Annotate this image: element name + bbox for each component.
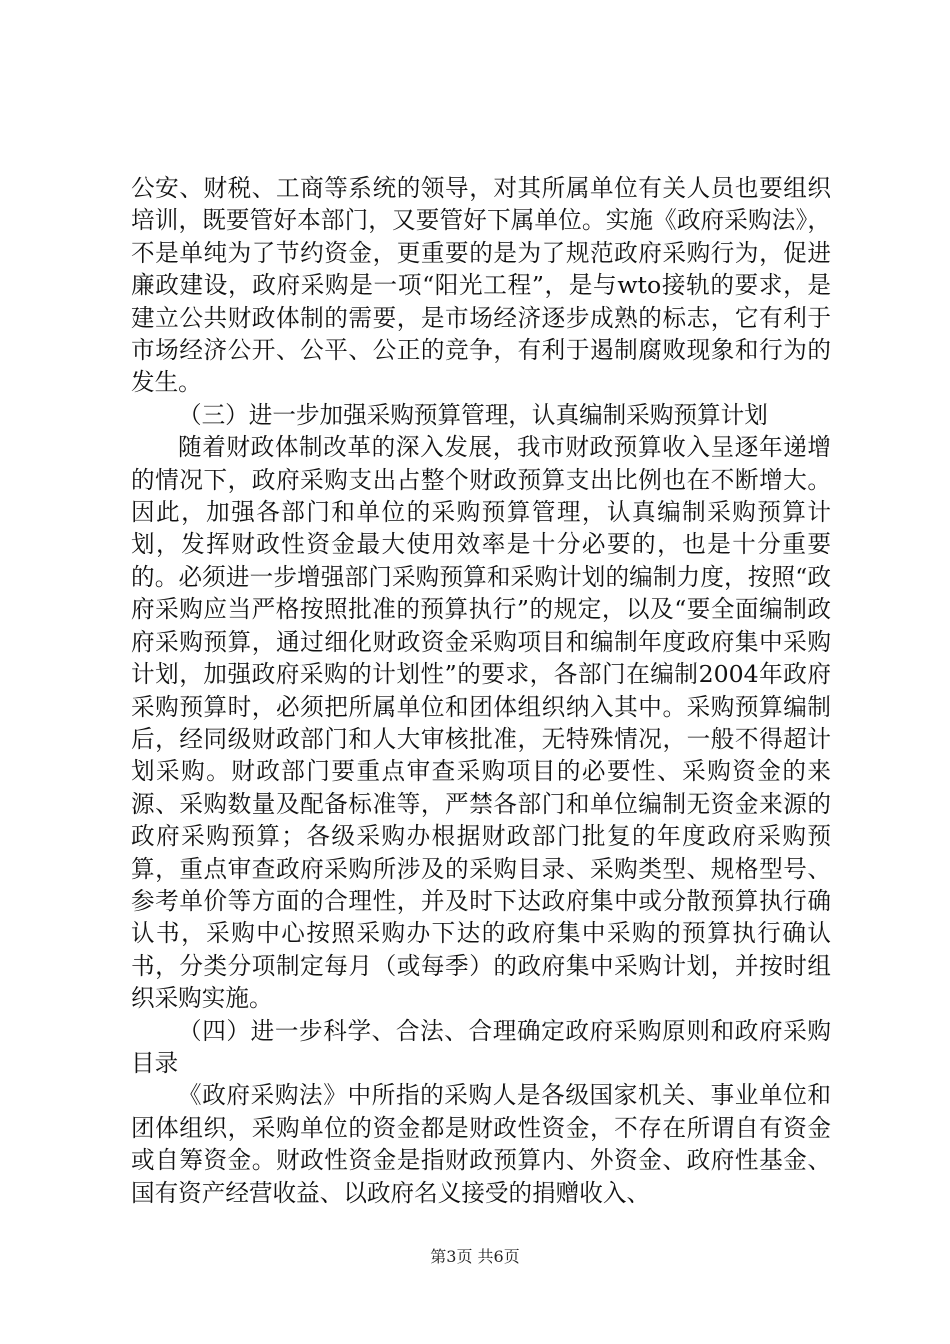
paragraph-procurement-law: 《政府采购法》中所指的采购人是各级国家机关、事业单位和团体组织，采购单位的资金都是财政性资金，不存在所谓自有资金或自筹资金。财政性资金是指财政预算内、外资金、政府性基金、国有资产经营收益、以政府名义接受的捐赠收入、 (131, 1081, 831, 1207)
document-body (131, 172, 831, 1209)
section-heading-4: （四）进一步科学、合法、合理确定政府采购原则和政府采购目录 (131, 1016, 831, 1077)
paragraph-budget: 随着财政体制改革的深入发展，我市财政预算收入呈逐年递增的情况下，政府采购支出占整个财政预算支出比例也在不断增大。因此，加强各部门和单位的采购预算管理，认真编制采购预算计划，发挥财政性资金最大使用效率是十分必要的，也是十分重要的。必须进一步增强部门采购预算和采购计划的编制力度，按照“政府采购应当严格按照批准的预算执行”的规定，以及“要全面编制政府采购预算，通过细化财政资金采购项目和编制年度政府集中采购计划，加强政府采购的计划性”的要求，各部门在编制2004年政府采购预算时，必须把所属单位和团体组织纳入其中。采购预算编制后，经同级财政部门和人大审核批准，无特殊情况，一般不得超计划采购。财政部门要重点审查采购项目的必要性、采购资金的来源、采购数量及配备标准等，严禁各部门和单位编制无资金来源的政府采购预算；各级采购办根据财政部门批复的年度政府采购预算，重点审查政府采购所涉及的采购目录、采购类型、规格型号、参考单价等方面的合理性，并及时下达政府集中或分散预算执行确认书，采购中心按照采购办下达的政府集中采购的预算执行确认书，分类分项制定每月（或每季）的政府集中采购计划，并按时组织采购实施。 (131, 433, 831, 1013)
page-footer: 第3页 共6页 (430, 1247, 520, 1266)
section-heading-3: （三）进一步加强采购预算管理，认真编制采购预算计划 (178, 400, 768, 429)
paragraph-continuation: 公安、财税、工商等系统的领导，对其所属单位有关人员也要组织培训，既要管好本部门，又要管好下属单位。实施《政府采购法》，不是单纯为了节约资金，更重要的是为了规范政府采购行为，促进廉政建设，政府采购是一项“阳光工程”，是与wto接轨的要求，是建立公共财政体制的需要，是市场经济逐步成熟的标志，它有利于市场经济公开、公平、公正的竞争，有利于遏制腐败现象和行为的发生。 (131, 174, 831, 397)
